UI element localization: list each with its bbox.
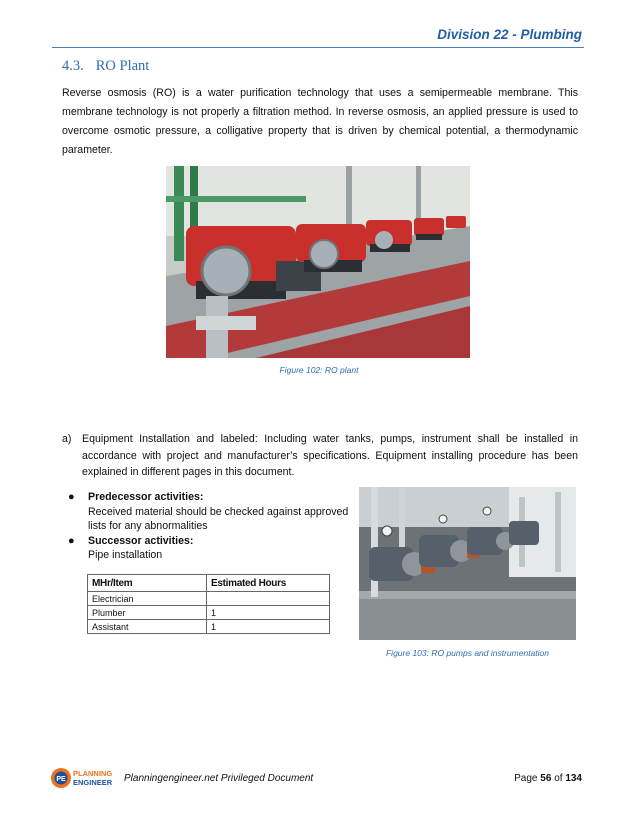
item-a-text: Equipment Installation and labeled: Including water tanks, pumps, instrument shall be installed in accordance with project and manufacturer’s specifications. Equipment installing procedure has been explained in different pages in this document. (82, 433, 578, 478)
page-number (514, 773, 582, 784)
successor-title: Successor activities: (88, 534, 194, 547)
logo-text-planning: PLANNING (73, 769, 113, 778)
ro-plant-illustration (166, 166, 470, 358)
section-number: 4.3. (62, 58, 84, 74)
bullet-icon: ● (68, 534, 75, 547)
table-row (88, 620, 330, 634)
predecessor-title: Predecessor activities: (88, 491, 204, 503)
logo-badge-text: PE (56, 776, 66, 783)
table-cell: Electrician (88, 592, 207, 606)
table-row (88, 592, 330, 606)
table-cell: Plumber (88, 606, 207, 620)
page-of: of (554, 773, 563, 784)
section-title: RO Plant (95, 58, 150, 74)
ro-pumps-illustration (359, 487, 576, 640)
logo-text-engineer: ENGINEER (73, 778, 113, 787)
page-current: 56 (540, 773, 552, 784)
table-cell: 1 (207, 606, 330, 620)
footer-document-label: Planningengineer.net Privileged Document (124, 773, 314, 784)
item-a (62, 431, 578, 481)
division-title: Division 22 - Plumbing (437, 27, 582, 42)
page-prefix: Page (514, 773, 538, 784)
successor-text: Pipe installation (88, 549, 163, 561)
bullet-icon: ● (68, 491, 75, 503)
logo-icon (50, 767, 114, 789)
table-row (88, 606, 330, 620)
estimated-hours-table (87, 574, 330, 634)
column-header: Estimated Hours (207, 575, 330, 592)
figure-103-caption: Figure 103: RO pumps and instrumentation (385, 648, 549, 658)
column-header: MHr/Item (88, 575, 207, 592)
intro-paragraph: Reverse osmosis (RO) is a water purification technology that uses a semipermeable membrane. This membrane technology is not properly a filtration method. In reverse osmosis, an applied pressure is used to overcome osmotic pressure, a colligative property that is driven by chemical potential, a thermodynamic parameter. (62, 87, 578, 156)
planning-engineer-logo (50, 767, 114, 789)
figure-102-caption: Figure 102: RO plant (279, 365, 359, 375)
table-cell: 1 (207, 620, 330, 634)
activity-bullets (68, 490, 354, 563)
section-heading (62, 58, 149, 75)
table-header-row (88, 575, 330, 592)
predecessor-text: Received material should be checked against approved lists for any abnormalities (88, 505, 349, 532)
list-item (68, 490, 354, 534)
table-cell: Assistant (88, 620, 207, 634)
ro-pumps-photo (359, 487, 576, 640)
list-item (68, 534, 354, 563)
page-total: 134 (565, 773, 582, 784)
item-a-marker: a) (62, 433, 72, 445)
table-cell (207, 592, 330, 606)
header-divider (52, 47, 584, 48)
ro-plant-photo (166, 166, 470, 358)
